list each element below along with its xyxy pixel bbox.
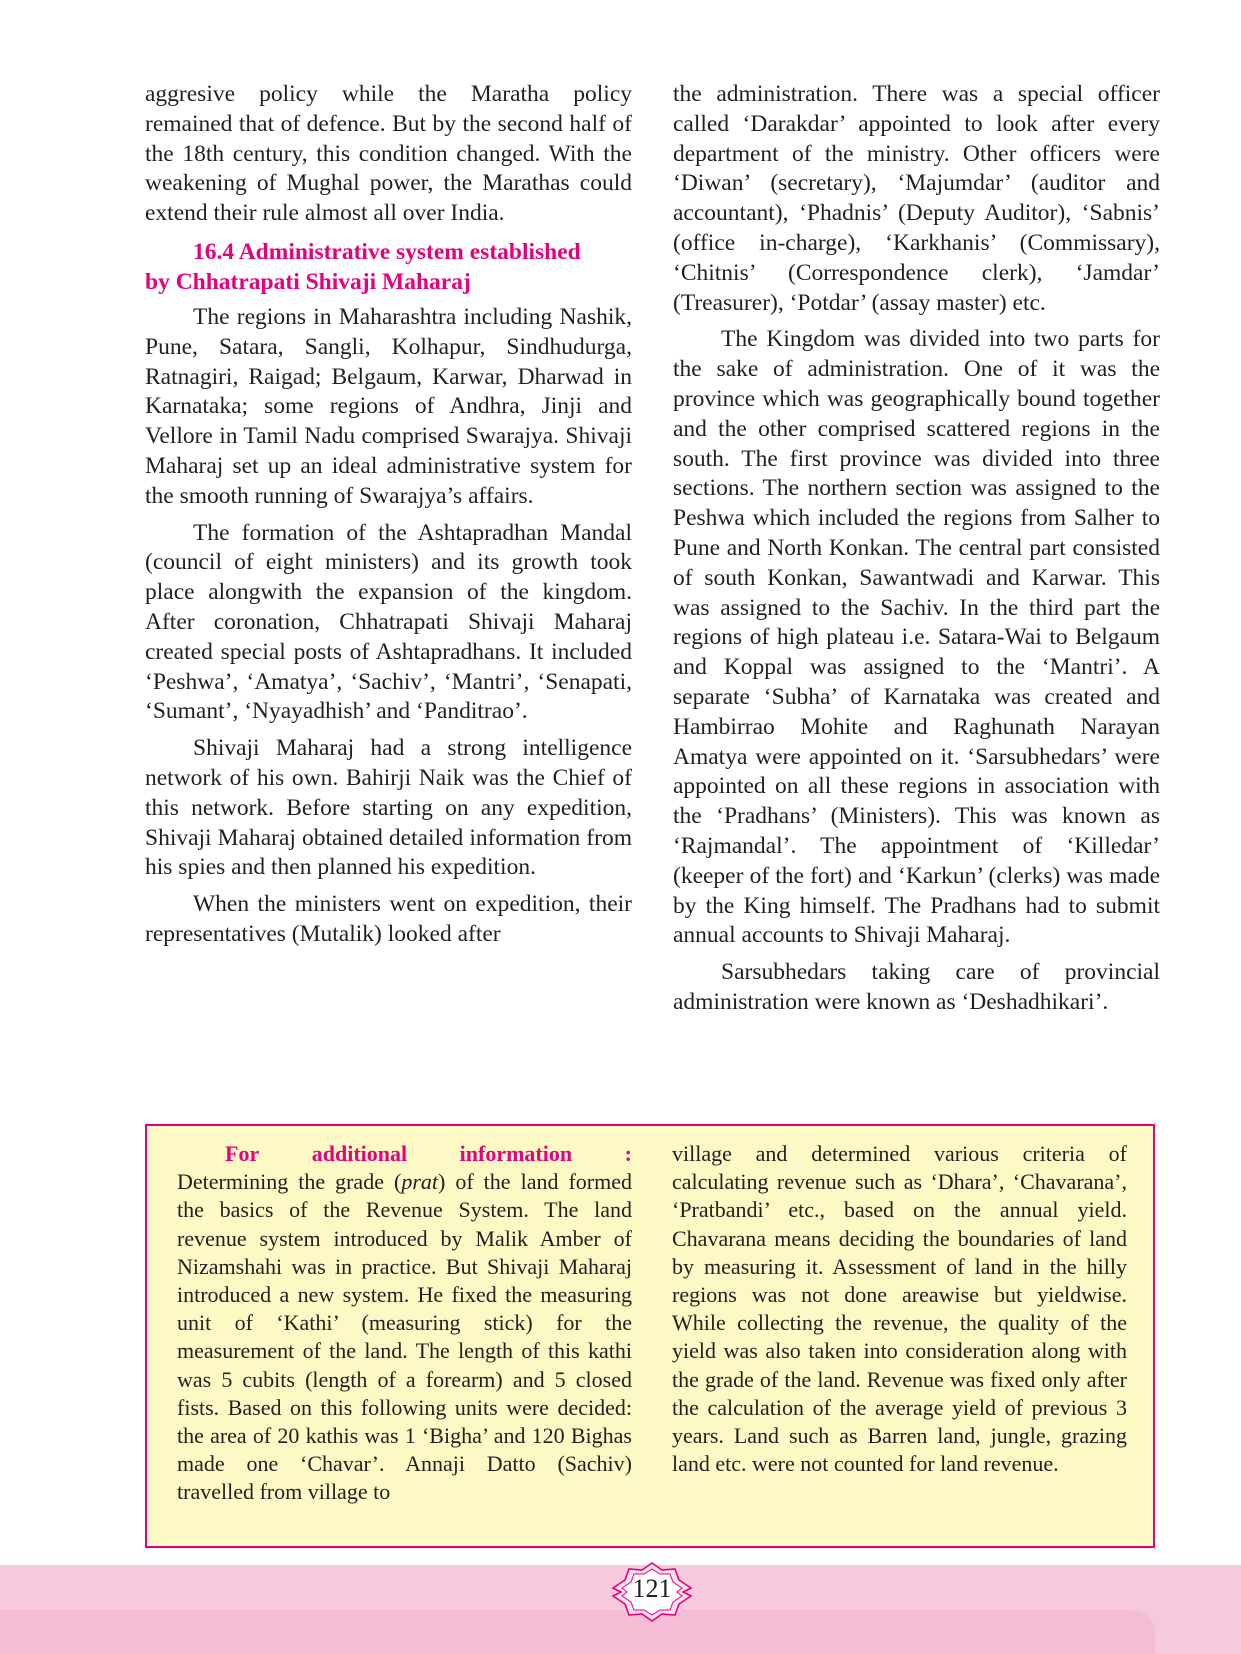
section-heading-line1: 16.4 Administrative system established: [193, 238, 581, 265]
paragraph-ministers: When the ministers went on expedition, their representatives (Mutalik) looked after: [145, 891, 632, 947]
italic-term: prat: [401, 1169, 438, 1195]
info-box-text-right: village and determined various criteria of calculating revenue such as ‘Dhara’, ‘Chavarana’, ‘Pratbandi’ etc., based on the annual yield. Chavarana means deciding the boundaries of land by measuring it. Assessment of land in the hilly regions was not done areawise but yieldwise. While collecting the revenue, the quality of the yield was also taken into consideration along with the grade of the land. Revenue was fixed only after the calculation of the average yield of previous 3 years. Land such as Barren land, jungle, grazing land etc. were not counted for land revenue.: [672, 1141, 1127, 1477]
paragraph-sarsubhedars: Sarsubhedars taking care of provincial administration were known as ‘Deshadhikari’.: [673, 959, 1160, 1015]
info-box-title: [177, 1140, 632, 1168]
footer-strip: [0, 1610, 1155, 1654]
info-box-right-column: [672, 1140, 1127, 1478]
info-title-word: information: [459, 1141, 573, 1166]
section-heading: [145, 237, 632, 297]
additional-information-box: [145, 1124, 1155, 1548]
paragraph-intelligence: Shivaji Maharaj had a strong intelligence network of his own. Bahirji Naik was the Chief of this network. Before starting on any expedition, Shivaji Maharaj obtained detailed information from his spies and then planned his expedition.: [145, 735, 632, 881]
paragraph-intro: aggresive policy while the Maratha policy remained that of defence. But by the second half of the 18th century, this condition changed. With the weakening of Mughal power, the Marathas could extend their rule almost all over India.: [145, 81, 632, 227]
info-title-word: :: [624, 1141, 632, 1166]
left-column: [145, 80, 632, 957]
info-box-text-left: Determining the grade (prat) of the land formed the basics of the Revenue System. The land revenue system introduced by Malik Amber of Nizamshahi was in practice. But Shivaji Maharaj introduced a new system. He fixed the measuring unit of ‘Kathi’ (measuring stick) for the measurement of the land. The length of this kathi was 5 cubits (length of a forearm) and 5 closed fists. Based on this following units were decided: the area of 20 kathis was 1 ‘Bigha’ and 120 Bighas made one ‘Chavar’. Annaji Datto (Sachiv) travelled from village to: [177, 1169, 632, 1505]
page-number: 121: [632, 1574, 672, 1603]
paragraph-regions: The regions in Maharashtra including Nashik, Pune, Satara, Sangli, Kolhapur, Sindhudurga, Ratnagiri, Raigad; Belgaum, Karwar, Dharwad in Karnataka; some regions of Andhra, Jinji and Vellore in Tamil Nadu comprised Swarajya. Shivaji Maharaj set up an ideal administrative system for the smooth running of Swarajya’s affairs.: [145, 303, 632, 509]
right-column: [673, 80, 1160, 1025]
section-heading-line2: by Chhatrapati Shivaji Maharaj: [145, 268, 471, 295]
info-title-word: additional: [311, 1141, 408, 1166]
paragraph-kingdom: The Kingdom was divided into two parts for the sake of administration. One of it was the province which was geographically bound together and the other comprised scattered regions in the south. The first province was divided into three sections. The northern section was assigned to the Peshwa which included the regions from Salher to Pune and North Konkan. The central part consisted of south Konkan, Sawantwadi and Karwar. This was assigned to the Sachiv. In the third part the regions of high plateau i.e. Satara-Wai to Belgaum and Koppal was assigned to the ‘Mantri’. A separate ‘Subha’ of Karnataka was created and Hambirrao Mohite and Raghunath Narayan Amatya were appointed on it. ‘Sarsubhedars’ were appointed on all these regions in association with the ‘Pradhans’ (Ministers). This was known as ‘Rajmandal’. The appointment of ‘Killedar’ (keeper of the fort) and ‘Karkun’ (clerks) was made by the King himself. The Pradhans had to submit annual accounts to Shivaji Maharaj.: [673, 326, 1160, 949]
paragraph-administration: the administration. There was a special officer called ‘Darakdar’ appointed to look after every department of the ministry. Other officers were ‘Diwan’ (secretary), ‘Majumdar’ (auditor and accountant), ‘Phadnis’ (Deputy Auditor), ‘Sabnis’ (office in-charge), ‘Karkhanis’ (Commissary), ‘Chitnis’ (Correspondence clerk), ‘Jamdar’ (Treasurer), ‘Potdar’ (assay master) etc.: [673, 81, 1160, 316]
info-box-left-column: [177, 1140, 632, 1507]
info-title-word: For: [225, 1141, 260, 1166]
paragraph-ashtapradhan: The formation of the Ashtapradhan Mandal (council of eight ministers) and its growth took place alongwith the expansion of the kingdom. After coronation, Chhatrapati Shivaji Maharaj created special posts of Ashtapradhans. It included ‘Peshwa’, ‘Amatya’, ‘Sachiv’, ‘Mantri’, ‘Senapati, ‘Sumant’, ‘Nyayadhish’ and ‘Panditrao’.: [145, 519, 632, 725]
